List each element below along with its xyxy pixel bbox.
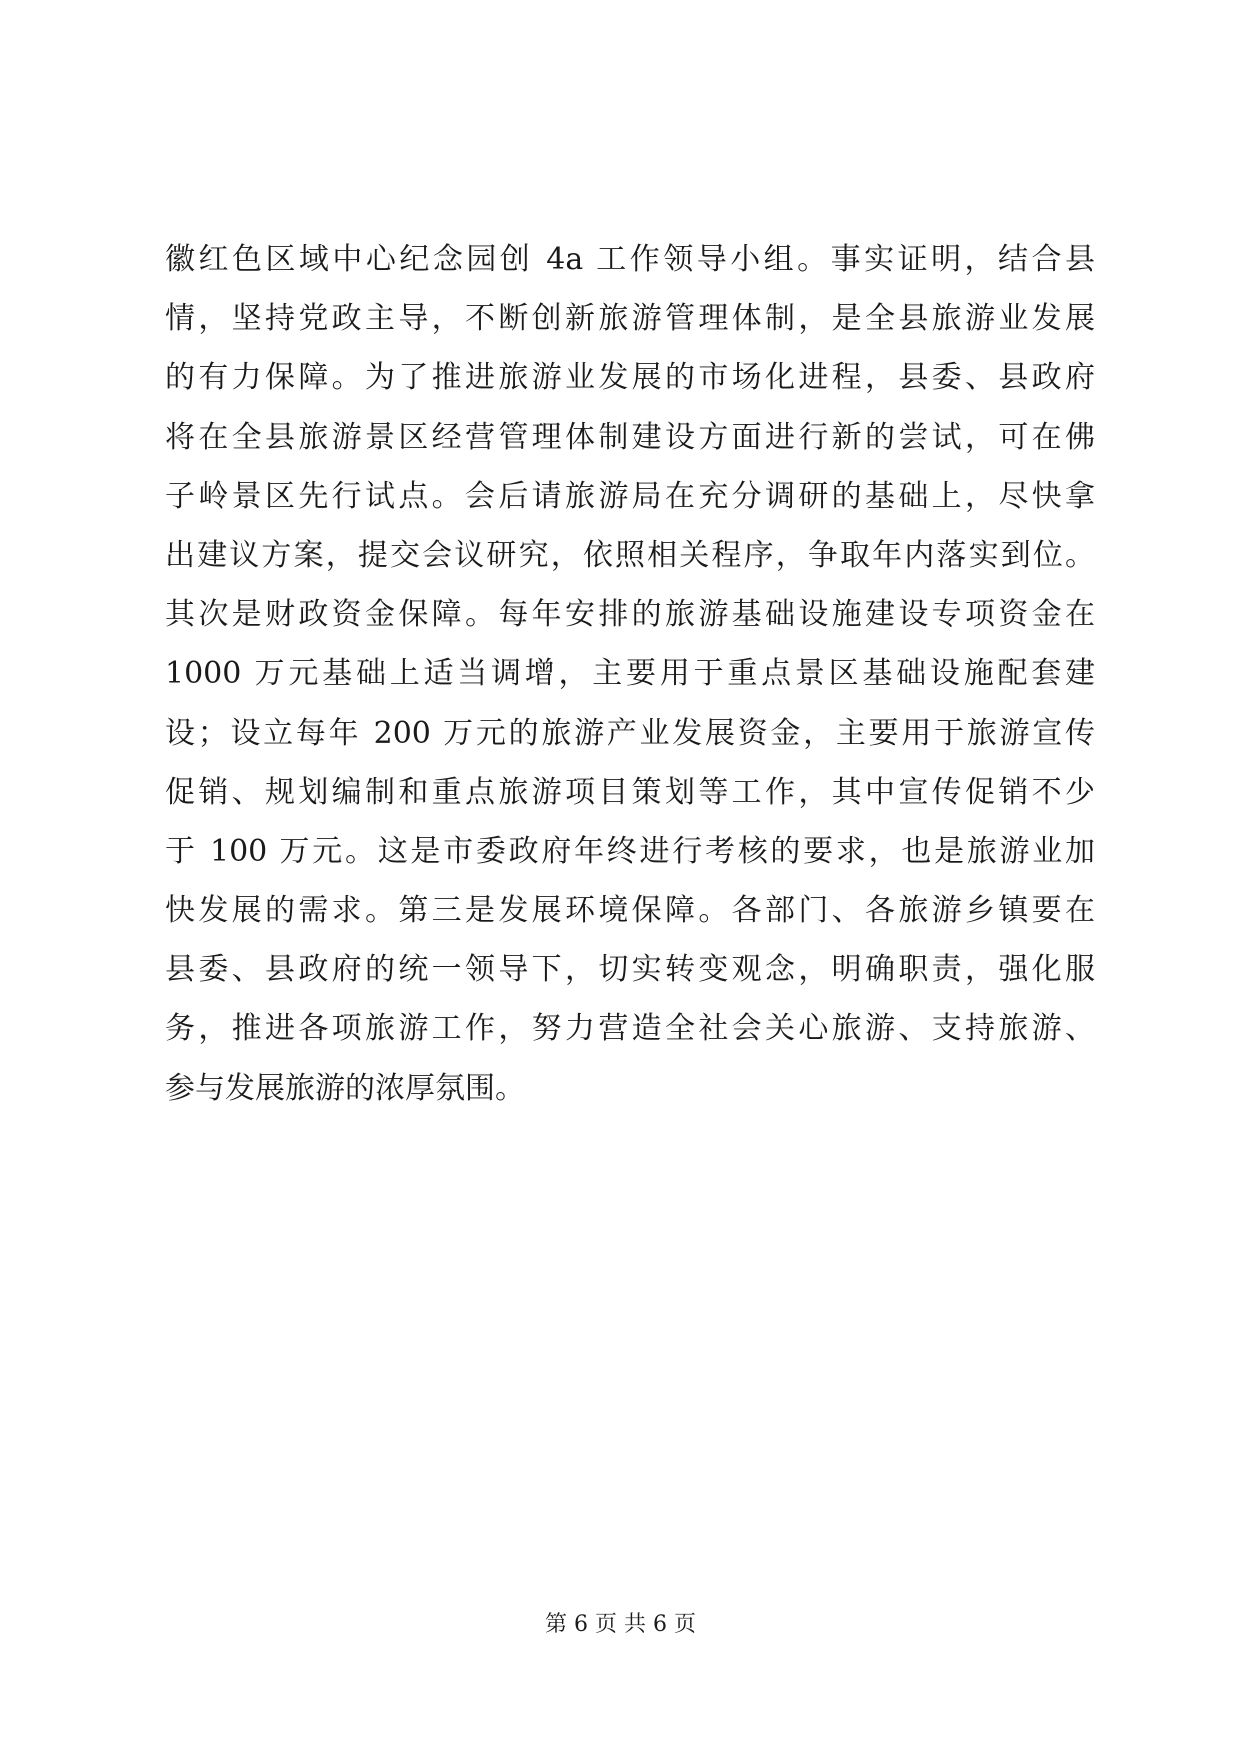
text-line: 务，推进各项旅游工作，努力营造全社会关心旅游、支持旅游、 [165, 1011, 1095, 1047]
text-line-last: 参与发展旅游的浓厚氛围。 [165, 1070, 525, 1106]
text-line: 快发展的需求。第三是发展环境保障。各部门、各旅游乡镇要在 [165, 893, 1095, 929]
text-line: 子岭景区先行试点。会后请旅游局在充分调研的基础上，尽快拿 [165, 478, 1095, 514]
text-line: 徽红色区域中心纪念园创 4a 工作领导小组。事实证明，结合县 [165, 242, 1095, 277]
page-number-footer: 第 6 页 共 6 页 [545, 1612, 696, 1637]
text-line: 县委、县政府的统一领导下，切实转变观念，明确职责，强化服 [165, 952, 1095, 988]
text-line: 的有力保障。为了推进旅游业发展的市场化进程，县委、县政府 [165, 360, 1095, 396]
text-line: 将在全县旅游景区经营管理体制建设方面进行新的尝试，可在佛 [165, 419, 1095, 455]
text-line: 出建议方案，提交会议研究，依照相关程序，争取年内落实到位。 [165, 537, 1095, 573]
text-line: 于 100 万元。这是市委政府年终进行考核的要求，也是旅游业加 [165, 833, 1095, 869]
text-line: 其次是财政资金保障。每年安排的旅游基础设施建设专项资金在 [165, 597, 1095, 633]
text-line: 1000 万元基础上适当调增，主要用于重点景区基础设施配套建 [165, 656, 1095, 692]
body-paragraph [165, 230, 1095, 1118]
text-line: 情，坚持党政主导，不断创新旅游管理体制，是全县旅游业发展 [165, 301, 1095, 337]
text-line: 设；设立每年 200 万元的旅游产业发展资金，主要用于旅游宣传 [165, 715, 1095, 751]
text-line: 促销、规划编制和重点旅游项目策划等工作，其中宣传促销不少 [165, 774, 1095, 810]
